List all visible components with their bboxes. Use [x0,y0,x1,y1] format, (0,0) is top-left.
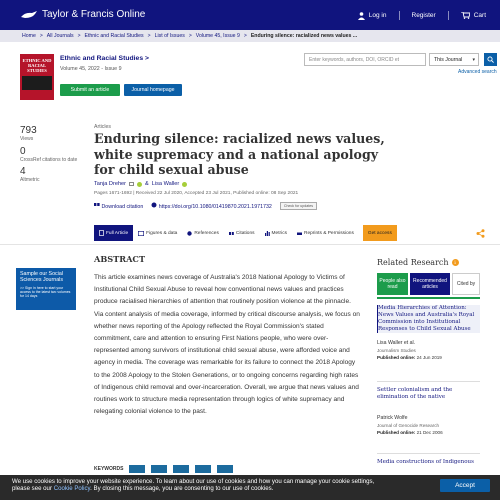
cookie-policy-link[interactable]: Cookie Policy [53,485,91,492]
register-link[interactable]: Register [411,12,436,19]
nav-divider [399,11,400,20]
share-button[interactable] [476,229,485,240]
bar-chart-icon [265,231,270,236]
related-item-title[interactable]: Media Hierarchies of Attention: News Values and Australia's Royal Commission into Institutional Responses to Child Sexual Abuse [377,305,480,333]
cookie-banner [0,475,500,500]
cookie-text-line2: please see our Cookie Policy. By closing this message, you are consenting to our use of cookies. [12,485,274,492]
cover-band [22,76,52,90]
related-item[interactable] [377,305,480,360]
site-header [0,0,500,30]
author-list [94,181,187,187]
chevron-down-icon: ▾ [472,57,475,63]
article-type: Articles [94,124,112,130]
article-title: Enduring silence: racialized news values, white supremacy and a national apology for child sexual abuse [94,131,385,177]
tab-reprints[interactable]: Reprints & Permissions [292,225,359,241]
altmetric-count: 4 [20,166,26,177]
orcid-icon[interactable] [137,182,142,187]
article-metrics [20,125,80,187]
keyword-chip[interactable] [129,465,145,473]
mail-icon[interactable] [129,182,134,186]
chevron-right-icon: > [39,33,43,39]
breadcrumb-item[interactable]: Ethnic and Racial Studies [84,33,144,39]
chevron-right-icon: > [243,33,247,39]
search-scope-select[interactable]: This Journal ▾ [429,53,479,66]
tab-cited-by[interactable]: Cited by [452,273,480,295]
keyword-chip[interactable] [173,465,189,473]
crossref-label: CrossRef citations to date [20,156,78,163]
sample-journals-promo[interactable] [16,268,76,310]
search-input[interactable]: Enter keywords, authors, DOI, ORCID et [304,53,426,66]
tab-recommended[interactable]: Recommended articles [410,273,450,295]
tab-figures[interactable]: Figures & data [133,225,182,241]
advanced-search-link[interactable]: Advanced search [458,69,497,75]
tab-metrics[interactable]: Metrics [260,225,292,241]
tab-people-also-read[interactable]: People also read [377,273,408,295]
download-citation-link[interactable]: Download citation [94,202,143,210]
related-item-date: Published online: 21 Dec 2006 [377,430,443,435]
related-item-title[interactable]: Settler colonialism and the elimination of the native [377,387,453,400]
related-tab-underline [377,297,480,299]
related-tabs [377,273,480,295]
author-link[interactable]: Tanja Dreher [94,181,127,187]
search-button[interactable] [484,53,497,66]
share-icon [476,229,485,238]
journal-title-link[interactable]: Ethnic and Racial Studies > [60,55,149,62]
doi-link[interactable]: https://doi.org/10.1080/01419870.2021.1971732 [151,202,272,210]
keyword-chip[interactable] [217,465,233,473]
divider [377,381,480,382]
divider [377,453,480,454]
keyword-chip[interactable] [195,465,211,473]
related-item-date: Published online: 24 Jun 2019 [377,355,442,360]
journal-homepage-button[interactable]: Journal homepage [124,84,182,96]
keyword-chip[interactable] [151,465,167,473]
image-icon [138,231,144,236]
keywords-label: KEYWORDS [94,466,124,472]
related-item-journal: Journal of Genocide Research [377,423,440,428]
breadcrumb-item[interactable]: All Journals [46,33,74,39]
author-link[interactable]: Lisa Waller [151,181,180,187]
quote-icon [229,231,234,236]
views-count: 793 [20,125,37,136]
tab-citations[interactable]: Citations [224,225,260,241]
chevron-right-icon: > [147,33,151,39]
journal-cover[interactable] [20,54,54,100]
user-icon [358,12,365,20]
related-heading: Related Research i [377,258,480,267]
author-separator: & [145,181,149,187]
nav-divider [448,11,449,20]
breadcrumb-current: Enduring silence: racialized news values ... [250,33,358,39]
brand-name: Taylor & Francis Online [42,9,146,20]
chevron-right-icon: > [188,33,192,39]
breadcrumb-item[interactable]: Home [22,33,36,39]
crossref-count: 0 [20,145,26,157]
cart-link[interactable]: Cart [461,12,486,19]
check-updates-badge[interactable]: Check for updates [280,202,317,210]
cover-title: ETHNIC AND RACIAL STUDIES [22,58,52,73]
tab-full-article[interactable]: Full Article [94,225,133,241]
article-tabs [94,225,397,241]
breadcrumb [0,30,500,42]
promo-heading: Sample our Social Sciences Journals [20,271,63,283]
orcid-icon[interactable] [182,182,187,187]
top-nav [358,11,486,20]
quote-icon [94,202,100,208]
cart-icon [461,12,470,19]
breadcrumb-item[interactable]: List of Issues [154,33,185,39]
related-item-journal: Journalism Studies [377,348,416,353]
related-item-title[interactable]: Media constructions of Indigenous [377,459,474,465]
promo-subtext: >> Sign in here to start your access to the latest two volumes for 14 days [20,286,71,298]
related-item[interactable] [377,459,480,466]
publication-history: Pages 1671-1692 | Received 22 Jul 2020, Accepted 23 Jul 2021, Published online: 08 Sep 2021 [94,191,299,196]
references-icon [187,231,192,236]
keywords-row [94,465,233,473]
breadcrumb-item[interactable]: Volume 45, Issue 9 [195,33,240,39]
citation-row [94,202,317,210]
journal-volume: Volume 45, 2022 - Issue 9 [60,66,122,72]
brand-logo[interactable] [20,9,145,20]
chevron-right-icon: > [77,33,81,39]
link-icon [151,202,157,208]
related-item-author: Lisa Waller et al. [377,340,416,346]
altmetric-label: Altmetric [20,177,40,183]
login-link[interactable]: Log in [358,12,387,20]
lamp-icon [20,10,38,20]
cookie-text-line1: We use cookies to improve your website experience. To learn about our use of cookies and how you can manage your cookie settings, [12,478,375,485]
submit-article-button[interactable]: Submit an article [60,84,120,96]
accept-cookies-button[interactable]: Accept [440,479,490,492]
views-label: Views [20,136,34,142]
related-research-panel [377,258,480,267]
get-access-button[interactable]: Get access [363,225,397,241]
related-item-author: Patrick Wolfe [377,415,408,421]
info-icon[interactable]: i [452,259,459,266]
tab-references[interactable]: References [182,225,224,241]
divider [0,244,500,245]
abstract-text: This article examines news coverage of Australia's 2018 National Apology to Victims of Institutional Child Sexual Abuse to reveal how conventional news values and practices produce racialised hierarchies of attention that routinely position violence at the pinnacle. Via content analysis of media coverage, informed by critical discourse analysis, we focus on whether news reporting of the Apology reflected the Royal Commission's stated commitment, care and attention to ensuring First Nations people, who were over-represented among survivors of institutional child sexual abuse, were afforded voice and agency in media. The coverage was remarkable for its failure to connect the 2018 Apology to the 2008 Apology to the Stolen Generations, or to ongoing concerns regarding high rates of Indigenous child removal and over-incarceration. Overall, we argue that news values and routines work to structure media representation through logics of white supremacy and relegating colonial violence to the past. [94,274,360,416]
search-icon [487,56,494,63]
abstract-heading: ABSTRACT [94,254,146,264]
print-icon [297,231,302,236]
document-icon [99,230,104,236]
related-item[interactable] [377,387,480,435]
